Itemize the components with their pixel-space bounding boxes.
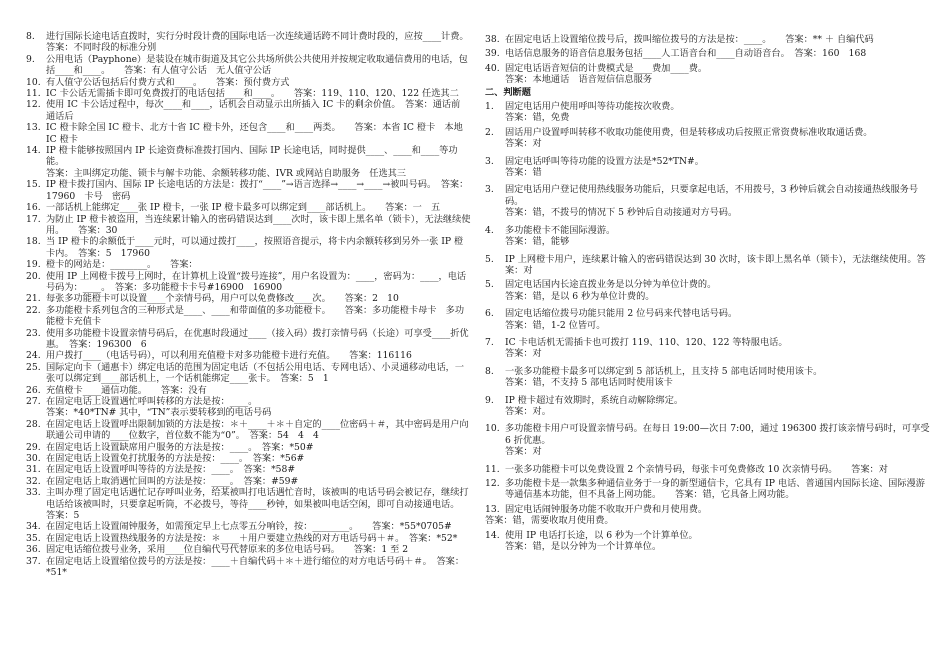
question-number: 10. xyxy=(485,423,500,435)
answer-line: 答案：错，是以 6 秒为单位计费的。 xyxy=(505,290,655,302)
question-text: 在固定电话上设置闹钟服务，如需预定早上七点零五分响铃，按：________。 答案：*55*0705# xyxy=(46,521,452,533)
question-number: 15. xyxy=(26,179,41,191)
question-text: 充值橙卡____通信功能。 答案：没有 xyxy=(46,384,207,396)
question-text: 有人值守公话包括后付费方式和____。 答案：预付费方式 xyxy=(46,76,290,88)
question-number: 38. xyxy=(485,34,500,45)
question-text: 固定电话缩位拨号业务，采用____位自编代号代替原来的多位电话号码。 答案：1 至 2 xyxy=(46,544,409,556)
question-number: 11. xyxy=(26,88,41,100)
answer-line: 答案：不同时段的标准分别 xyxy=(46,42,157,54)
question-number: 5. xyxy=(485,253,494,265)
question-number: 23. xyxy=(26,327,41,339)
question-number: 13. xyxy=(26,122,41,134)
question-number: 11. xyxy=(485,463,500,475)
question-item xyxy=(26,271,472,294)
question-item xyxy=(26,328,472,351)
question-number: 21. xyxy=(26,293,41,305)
question-text: 固定电话闹钟服务功能不收取开户费和月使用费。 xyxy=(505,503,708,515)
question-item xyxy=(26,350,472,361)
question-item xyxy=(485,225,931,236)
question-text: 在固定电话上设置遇忙呼叫转移的方法是按：____。 xyxy=(46,396,258,407)
question-number: 20. xyxy=(26,270,41,282)
question-item xyxy=(485,366,931,377)
question-text: 固定电话国内长途直拨业务是以分钟为单位计费的。 xyxy=(505,279,717,291)
question-text: 一部话机上能绑定____张 IP 橙卡，一张 IP 橙卡最多可以绑定到____部话机上。 答案：一 五 xyxy=(46,202,441,214)
question-item xyxy=(26,453,472,464)
question-text: 固话用户设置呼叫转移不收取功能使用费，但是转移成功后按照正常资费标准收取通话费。 xyxy=(505,126,873,138)
question-item xyxy=(26,99,472,122)
question-item xyxy=(485,63,931,74)
question-item xyxy=(26,487,472,521)
question-number: 14. xyxy=(485,529,500,541)
question-text: 固定电话用户使用呼叫等待功能按次收费。 xyxy=(505,101,680,113)
question-item xyxy=(485,478,931,501)
answer-line: 答案：对 xyxy=(505,446,542,458)
question-text: IC 橙卡除全国 IC 橙卡、北方十省 IC 橙卡外，还包含____和____两类。 答案：本省 IC 橙卡 本地 IC 橙卡 xyxy=(46,122,463,145)
question-text: 在固定电话上设置缩位拨号后，拨叫缩位拨号的方法是按：____。 答案：** ＋ 自编代码 xyxy=(505,34,874,45)
answer-line: 答案：对。 xyxy=(505,405,551,417)
question-number: 34. xyxy=(26,521,41,533)
question-item xyxy=(485,423,931,446)
question-text: IC 卡电话机无需插卡也可拨打 119、110、120、122 等特服电话。 xyxy=(505,336,788,348)
question-text: 多功能橙卡是一款集多种通信业务于一身的新型通信卡，它具有 IP 电话、普通国内国际长途、国际漫游等通信基本功能，但不具备上网功能。 答案：错，它具备上网功能。 xyxy=(505,478,925,501)
question-item xyxy=(485,127,931,138)
question-number: 28. xyxy=(26,418,41,430)
question-item xyxy=(485,279,931,290)
right-column xyxy=(485,31,931,552)
question-item xyxy=(26,259,472,270)
question-number: 26. xyxy=(26,384,41,396)
question-item xyxy=(26,202,472,213)
answer-line: 答案：错，不支持 5 部电话同时使用该卡 xyxy=(505,377,673,389)
question-number: 37. xyxy=(26,555,41,567)
question-text: 进行国际长途电话直拨时，实行分时段计费的国际电话一次连续通话跨不同计费时段的，应按____计费。 xyxy=(46,31,469,42)
question-item xyxy=(26,122,472,145)
answer-line: 答案：错，1-2 位皆可。 xyxy=(505,319,606,331)
question-item xyxy=(485,395,931,406)
question-text: 固定电话缩位拨号功能只能用 2 位号码来代替电话号码。 xyxy=(505,308,738,320)
question-number: 12. xyxy=(485,478,500,489)
question-item xyxy=(26,556,472,579)
question-text: 在固定电话上设置缺席用户服务的方法是按：____。 答案：*50# xyxy=(46,441,314,453)
question-item xyxy=(26,385,472,396)
question-number: 39. xyxy=(485,48,500,60)
question-item xyxy=(26,464,472,475)
question-item xyxy=(485,337,931,348)
question-text: 使用多功能橙卡设置亲情号码后，在优惠时段通过____（接入码）拨打亲情号码（长途）可享受____折优惠。 答案：196300 6 xyxy=(46,327,469,350)
question-item xyxy=(26,362,472,385)
question-item xyxy=(26,521,472,532)
question-text: 多功能橙卡不能国际漫游。 xyxy=(505,224,616,236)
question-text: 固定电话语音短信的计费模式是____费加____费。 xyxy=(505,62,708,74)
question-text: 固定电话用户登记使用热线服务功能后，只要拿起电话，不用拨号，3 秒钟后就会自动接通热线服务号码。 xyxy=(505,184,919,207)
answer-line: 答案：*40*TN# 其中，“TN”表示要转移到的电话号码 xyxy=(46,407,272,419)
question-number: 12. xyxy=(26,99,41,111)
question-number: 10. xyxy=(26,76,41,88)
question-item xyxy=(26,88,472,99)
question-item xyxy=(26,305,472,328)
answer-line: 答案：错，是以分钟为一个计算单位。 xyxy=(505,541,662,553)
question-text: IP 橙卡超过有效期时，系统自动解除绑定。 xyxy=(505,394,684,406)
question-item xyxy=(26,145,472,168)
question-item xyxy=(26,396,472,407)
answer-line: 答案：错，不拨号的情况下 5 秒钟后自动接通对方号码。 xyxy=(505,207,738,219)
question-item xyxy=(485,308,931,319)
question-item xyxy=(26,544,472,555)
question-text: 一张多功能橙卡可以免费设置 2 个亲情号码，每张卡可免费修改 10 次亲情号码。 答案：对 xyxy=(505,463,888,475)
question-text: 在固定电话上设置热线服务的方法是按：＊____＋用户要建立热线的对方电话号码＋＃。 答案：*52* xyxy=(46,532,458,544)
question-number: 33. xyxy=(26,487,41,499)
question-text: IP 橙卡拨打国内、国际 IP 长途电话的方法是：拨打“____”→语言选择→____→____→被叫号码。 答案：17960 卡号 密码 xyxy=(46,179,469,202)
question-item xyxy=(26,54,472,77)
question-number: 32. xyxy=(26,475,41,487)
question-item xyxy=(26,533,472,544)
question-number: 27. xyxy=(26,396,41,407)
question-number: 9. xyxy=(26,53,35,65)
section-heading: 二、判断题 xyxy=(485,86,531,98)
question-number: 8. xyxy=(485,365,494,377)
question-item xyxy=(26,293,472,304)
question-item xyxy=(485,530,931,541)
question-text: 使用 IC 卡公话过程中，每次____和____，话机会自动显示出所插入 IC 卡的剩余价值。 答案：通话前 通话后 xyxy=(46,99,470,122)
left-column xyxy=(26,31,472,579)
question-number: 7. xyxy=(485,336,494,348)
question-item xyxy=(26,77,472,88)
question-number: 3. xyxy=(485,184,494,196)
question-item xyxy=(485,101,931,112)
question-number: 35. xyxy=(26,532,41,544)
question-text: 在固定电话上取消遇忙回叫的方法是按：____。 答案：#59# xyxy=(46,475,299,487)
question-text: 主叫办理了固定电话遇忙记存呼叫业务，给某被叫打电话遇忙音时，该被叫的电话号码会被记存，继续打电话给该被叫时，只要拿起听筒，不必拨号，等待____秒钟，如果被叫电话空闲，即可自动接通电话。 答案：5 xyxy=(46,487,469,522)
question-text: IC 卡公话无需插卡即可免费拨打的电话包括____和____。 答案：119、110、120、122 任选其二 xyxy=(46,88,459,100)
question-item xyxy=(485,184,931,207)
question-text: 用户拨打____（电话号码），可以利用充值橙卡对多功能橙卡进行充值。 答案：116116 xyxy=(46,350,412,362)
question-number: 24. xyxy=(26,350,41,362)
question-number: 2. xyxy=(485,126,494,138)
question-text: 公用电话（Payphone）是装设在城市街道及其它公共场所供公共使用并按规定收取通信费用的电话，包括____和____。 答案：有人值守公话 无人值守公话 xyxy=(46,53,468,77)
question-item xyxy=(485,464,931,475)
question-number: 5. xyxy=(485,279,494,291)
question-number: 40. xyxy=(485,62,500,74)
question-number: 6. xyxy=(485,308,494,320)
question-number: 25. xyxy=(26,361,41,373)
question-number: 36. xyxy=(26,544,41,556)
answer-line: 答案：本地通话 语音短信信息服务 xyxy=(505,74,652,86)
answer-line: 答案：对 xyxy=(505,138,542,150)
question-number: 8. xyxy=(26,31,35,42)
question-item xyxy=(485,34,931,45)
question-number: 29. xyxy=(26,441,41,453)
question-text: 国际定向卡（通惠卡）绑定电话的范围为固定电话（不包括公用电话、专网电话）、小灵通移动电话，一张可以绑定到____部话机上，一个话机能绑定____张卡。 答案：5 1 xyxy=(46,361,465,385)
question-text: 橙卡的网站是：________。 答案： xyxy=(46,259,198,271)
question-text: 一张多功能橙卡最多可以绑定到 5 部话机上，且支持 5 部电话同时使用该卡。 xyxy=(505,365,823,377)
question-item xyxy=(26,31,472,42)
question-number: 31. xyxy=(26,464,41,476)
question-text: 使用 IP 上网橙卡拨号上网时，在计算机上设置“拨号连接”，用户名设置为：____，密码为：____，电话号码为：____。 答案：多功能橙卡卡号#16900 16900 xyxy=(46,270,467,293)
question-item xyxy=(26,179,472,202)
question-item xyxy=(26,442,472,453)
question-item xyxy=(26,419,472,442)
question-item xyxy=(485,48,931,59)
question-text: 为防止 IP 橙卡被盗用，当连续累计输入的密码错误达到____次时，该卡即上黑名单（锁卡），无法继续使用。 答案：30 xyxy=(46,213,471,236)
answer-line: 答案：错，免费 xyxy=(505,112,570,124)
question-number: 17. xyxy=(26,213,41,225)
question-text: 每张多功能橙卡可以设置____个亲情号码，用户可以免费修改____次。 答案：2 10 xyxy=(46,293,399,305)
question-text: 多功能橙卡用户可设置亲情号码。在每日 19:00—次日 7:00，通过 196300 拨打该亲情号码时，可享受 6 折优惠。 xyxy=(505,423,930,446)
question-number: 9. xyxy=(485,394,494,406)
answer-line: 答案：主叫绑定功能、锁卡与解卡功能、余额转移功能、IVR 或网站自助服务 任选其三 xyxy=(46,167,407,179)
question-item xyxy=(26,476,472,487)
question-item xyxy=(26,236,472,259)
question-number: 19. xyxy=(26,259,41,271)
question-number: 22. xyxy=(26,304,41,316)
question-number: 1. xyxy=(485,101,494,113)
question-text: 多功能橙卡系列包含的三种形式是____、____和带面值的多功能橙卡。 答案：多功能橙卡母卡 多功能橙卡充值卡 xyxy=(46,304,465,328)
question-text: 电话信息服务的语音信息服务包括____人工语音台和____自动语音台。 答案：160 168 xyxy=(505,48,867,60)
question-number: 4. xyxy=(485,224,494,236)
question-item xyxy=(485,156,931,167)
answer-line: 答案：对 xyxy=(505,348,542,360)
question-number: 18. xyxy=(26,236,41,248)
question-number: 30. xyxy=(26,453,41,465)
question-text: 在固定电话上设置缩位拨号的方法是按：____＋自编代码＋＊＋进行缩位的对方电话号码＋＃。 答案：*51* xyxy=(46,555,465,579)
question-number: 16. xyxy=(26,202,41,214)
question-number: 3. xyxy=(485,155,494,167)
question-text: 使用 IP 电话打长途，以 6 秒为一个计算单位。 xyxy=(505,529,698,541)
question-item xyxy=(485,254,931,277)
question-text: 在固定电话上设置免打扰服务的方法是按：____。 答案：*56# xyxy=(46,453,305,465)
answer-line: 答案：错，能够 xyxy=(505,236,570,248)
question-text: IP 上网橙卡用户，连续累计输入的密码错误达到 30 次时，该卡即上黑名单（锁卡），无法继续使用。答案：对 xyxy=(505,253,926,276)
answer-line: 答案：错，需要收取月使用费。 xyxy=(485,515,614,527)
question-text: IP 橙卡能够按照国内 IP 长途资费标准拨打国内、国际 IP 长途电话，同时提供____、____和____等功能。 xyxy=(46,145,458,168)
question-item xyxy=(26,214,472,237)
question-number: 14. xyxy=(26,145,41,157)
question-text: 固定电话呼叫等待功能的设置方法是*52*TN#。 xyxy=(505,155,704,167)
question-item xyxy=(485,504,931,515)
question-number: 13. xyxy=(485,503,500,515)
question-text: 当 IP 橙卡的余额低于____元时，可以通过拨打____，按照语音提示，将卡内余额转移到另外一张 IP 橙卡内。 答案：5 17960 xyxy=(46,236,464,259)
answer-line: 答案：错 xyxy=(505,167,542,179)
question-text: 在固定电话上设置呼叫等待的方法是按：____。 答案：*58# xyxy=(46,464,296,476)
question-text: 在固定电话上设置呼出限制加锁的方法是按：＊＋____＋＊＋自定的____位密码＋＃，其中密码是用户向联通公司申请的____位数字，首位数不能为“0”。 答案：54 4 4 xyxy=(46,418,469,442)
